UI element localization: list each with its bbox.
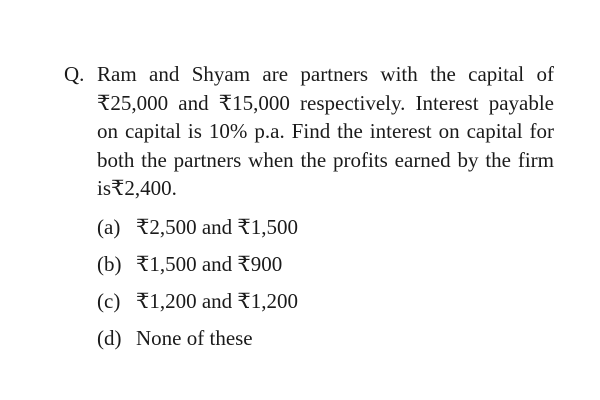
option-a-text: ₹2,500 and ₹1,500 (136, 214, 299, 239)
option-d-text: None of these (136, 325, 253, 350)
option-b-key: (b) (97, 251, 122, 276)
option-c (64, 283, 554, 320)
option-a-key: (a) (97, 214, 121, 239)
option-d-key: (d) (97, 325, 122, 350)
option-b-text: ₹1,500 and ₹900 (136, 251, 283, 276)
option-b (64, 246, 554, 283)
option-d (64, 320, 554, 357)
options-list (64, 209, 554, 357)
question-label: Q. (64, 62, 85, 86)
option-c-key: (c) (97, 288, 121, 313)
question-text: Ram and Shyam are partners with the capital of ₹25,000 and ₹15,000 respectively. Interest payable on capital is 10% p.a. Find the interest on capital for both the partners when the profits earned by the firm is₹2,400. (97, 62, 554, 200)
question-block (64, 60, 554, 357)
option-c-text: ₹1,200 and ₹1,200 (136, 288, 299, 313)
option-a (64, 209, 554, 246)
